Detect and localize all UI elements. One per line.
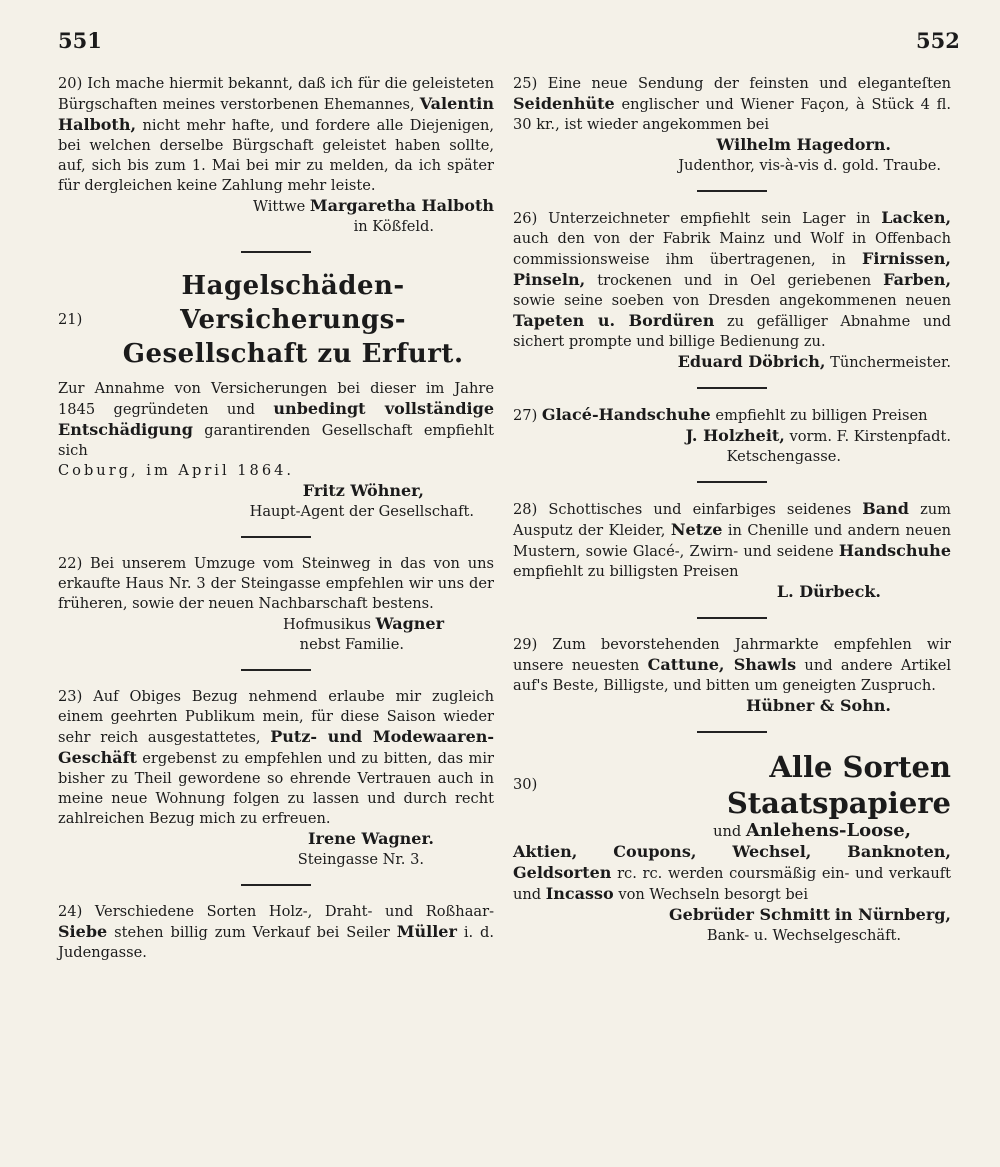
signature-name: J. Holzheit, (685, 426, 785, 445)
ad-signature (58, 614, 444, 635)
separator-rule (697, 731, 767, 733)
ad-text: von Wechseln besorgt bei (618, 886, 808, 903)
ad-text: Unterzeichneter empfiehlt sein Lager in (548, 210, 871, 227)
ad-25 (513, 74, 951, 176)
ad-number: 28) (513, 501, 538, 518)
ad-26-text (513, 208, 951, 352)
ad-number: 22) (58, 555, 83, 572)
signature-name: Fritz Wöhner, (302, 481, 424, 500)
ad-22 (58, 554, 494, 655)
ad-signature (513, 352, 951, 373)
ad-text: sowie seine soeben von Dresden angekommenen neuen (513, 292, 951, 309)
ad-27 (513, 405, 951, 467)
ad-text: in Chenille und andern neuen Mustern, sowie Glacé-, Zwirn- und seidene (513, 522, 951, 560)
ad-text: Ich mache hiermit bekannt, daß ich für die geleisteten Bürgschaften meines verstorbenen Ehemannes, (58, 75, 494, 113)
ad-bold-text: Incasso (545, 884, 614, 903)
separator-rule (697, 190, 767, 192)
ad-23 (58, 687, 494, 870)
ad-number: 21) (58, 311, 83, 328)
ad-30 (513, 749, 951, 946)
ad-30-text (513, 842, 951, 905)
signature-name: Irene Wagner. (308, 829, 434, 848)
ad-bold-text: Netze (670, 520, 723, 539)
ad-place-date: Coburg, im April 1864. (58, 462, 295, 479)
ad-30-subhead (513, 821, 911, 842)
ad-headline: Gesellschaft zu Erfurt. (122, 339, 464, 369)
ad-29-text (513, 635, 951, 696)
ad-bold-text: Cattune, Shawls (647, 655, 797, 674)
ad-text: trockenen und in Oel geriebenen (597, 272, 872, 289)
signature-sub: Judenthor, vis-à-vis d. gold. Traube. (678, 157, 941, 174)
separator-rule (697, 481, 767, 483)
ad-bold-text: Putz- und Modewaaren-Geschäft (58, 727, 495, 767)
ad-bold-text: Anlehens-Loose, (745, 820, 911, 841)
ad-text: empfiehlt zu billigsten Preisen (513, 563, 739, 580)
ad-text: Zur Annahme von Versicherungen bei dieser im Jahre 1845 gegründeten und (58, 380, 494, 418)
ad-headline: Alle Sorten Staatspapiere (726, 750, 951, 820)
ad-29 (513, 635, 951, 717)
ad-number: 20) (58, 75, 83, 92)
ad-text: empfiehlt zu billigen Preisen (715, 407, 928, 424)
ad-bold-text: Farben, (883, 270, 952, 289)
ad-text: zum Ausputz der Kleider, (513, 501, 952, 539)
ad-text: garantirenden Gesellschaft empfiehlt sich (58, 422, 494, 459)
ad-text: rc. rc. werden coursmäßig ein- und verkauft und (513, 865, 951, 903)
ad-text: Bei unserem Umzuge vom Steinweg in das von uns erkaufte Haus Nr. 3 der Steingasse empfehlen wir uns der früheren, sowie der neuen Nachbarschaft bestens. (58, 555, 494, 612)
ad-23-text (58, 687, 494, 829)
ad-text: nicht mehr hafte, und fordere alle Diejenigen, bei welchen derselbe Bürgschaft geleistet haben sollte, auf, sich bis zum 1. Mai bei mir zu melden, da ich später für dergleichen keine Zahlung mehr leiste. (58, 117, 494, 194)
signature-sub: Bank- u. Wechselgeschäft. (706, 927, 901, 944)
ad-text: englischer und Wiener Façon, à Stück 4 fl. 30 kr., ist wieder angekommen bei (513, 96, 952, 133)
signature-name: Eduard Döbrich, (677, 352, 826, 371)
ad-30-heading (513, 749, 951, 821)
ad-text: Auf Obiges Bezug nehmend erlaube mir zugleich einem geehrten Publikum mein, für diese Saison wieder sehr reich ausgestattetes, (58, 688, 495, 746)
ad-bold-text: Band (862, 499, 909, 518)
ad-bold-text: Aktien, Coupons, Wechsel, Banknoten, Geldsorten (513, 842, 951, 882)
ad-bold-name: Müller (396, 922, 457, 941)
signature-place: in Kößfeld. (353, 218, 434, 235)
right-column (513, 74, 951, 946)
ad-24 (58, 902, 494, 963)
signature-prefix: Hofmusikus (282, 616, 371, 633)
ad-bold-text: Handschuhe (838, 541, 951, 560)
separator-rule (241, 536, 311, 538)
signature-title: vorm. F. Kirstenpfadt. (789, 428, 951, 445)
ad-text: i. d. Judengasse. (58, 924, 495, 961)
ad-20 (58, 74, 494, 237)
ad-text: zu gefälliger Abnahme und sichert prompte und billige Bedienung zu. (513, 313, 952, 350)
ad-number: 24) (58, 903, 83, 920)
ad-signature (58, 196, 494, 217)
signature-name: L. Dürbeck. (776, 582, 881, 601)
ad-21 (58, 269, 494, 522)
ad-text: Eine neue Sendung der feinsten und eleganteſten (547, 75, 951, 92)
ad-number: 26) (513, 210, 538, 227)
ad-number: 25) (513, 75, 538, 92)
ad-number: 23) (58, 688, 83, 705)
ad-21-text (58, 379, 494, 461)
ad-26 (513, 208, 951, 373)
ad-text: stehen billig zum Verkauf bei Seiler (114, 924, 390, 941)
signature-name: Wilhelm Hagedorn. (716, 135, 891, 154)
separator-rule (697, 617, 767, 619)
signature-title: Tünchermeister. (830, 354, 951, 371)
ad-20-text (58, 74, 494, 196)
ad-bold-text: Seidenhüte (513, 94, 615, 113)
signature-place: in Nürnberg, (834, 905, 951, 924)
ad-number: 29) (513, 636, 538, 653)
ad-bold-text: unbedingt vollständige Entschädigung (58, 399, 495, 439)
ad-bold-text: Siebe (58, 922, 108, 941)
signature-title: Haupt-Agent der Gesellschaft. (249, 503, 474, 520)
signature-sub: nebst Familie. (299, 636, 404, 653)
ad-text: ergebenst zu empfehlen und zu bitten, das mir bisher zu Theil gewordene so ehrende Vertrauen auch in meine neue Wohnung folgen zu lassen und durch recht zahlreichen Bezug mich zu erfreuen. (58, 750, 494, 827)
signature-sub: Ketschengasse. (726, 448, 841, 465)
ad-text: und (713, 823, 742, 840)
page-number-right: 552 (916, 28, 960, 53)
signature-name: Wagner (375, 614, 444, 633)
signature-sub: Steingasse Nr. 3. (297, 851, 424, 868)
ad-24-text (58, 902, 494, 963)
ad-text: auch den von der Fabrik Mainz und Wolf in Offenbach commissionsweise ihm übertragenen, in (513, 230, 951, 268)
ad-bold-text: Firnissen, Pinseln, (513, 249, 951, 289)
separator-rule (241, 669, 311, 671)
separator-rule (241, 251, 311, 253)
left-column (58, 74, 494, 963)
ad-bold-text: Tapeten u. Bordüren (513, 311, 715, 330)
ad-bold-text: Lacken, (881, 208, 952, 227)
ad-text: und andere Artikel auf's Beste, Billigste, und bitten um geneigten Zuspruch. (513, 657, 952, 694)
signature-prefix: Wittwe (253, 198, 306, 215)
ad-21-heading (58, 269, 494, 371)
ad-signature (513, 905, 951, 926)
ad-text: Schottisches und einfarbiges seidenes (548, 501, 852, 518)
signature-name: Margaretha Halboth (309, 196, 494, 215)
ad-27-text (513, 405, 951, 426)
signature-name: Hübner & Sohn. (746, 696, 891, 715)
ad-number: 30) (513, 776, 538, 793)
ad-number: 27) (513, 407, 538, 424)
separator-rule (697, 387, 767, 389)
ad-22-text (58, 554, 494, 614)
ad-28 (513, 499, 951, 603)
ad-bold-name: Valentin Halboth, (58, 94, 494, 134)
ad-text: Zum bevorstehenden Jahrmarkte empfehlen wir unsere neuesten (513, 636, 951, 674)
separator-rule (241, 884, 311, 886)
ad-text: Verschiedene Sorten Holz-, Draht- und Roßhaar- (94, 903, 495, 920)
ad-headline: Hagelschäden-Versicherungs- (180, 271, 407, 335)
ad-signature (513, 426, 951, 447)
ad-bold-text: Glacé-Handschuhe (541, 405, 711, 424)
ad-25-text (513, 74, 951, 135)
signature-name: Gebrüder Schmitt (669, 905, 831, 924)
page-number-left: 551 (58, 28, 102, 53)
ad-28-text (513, 499, 951, 582)
